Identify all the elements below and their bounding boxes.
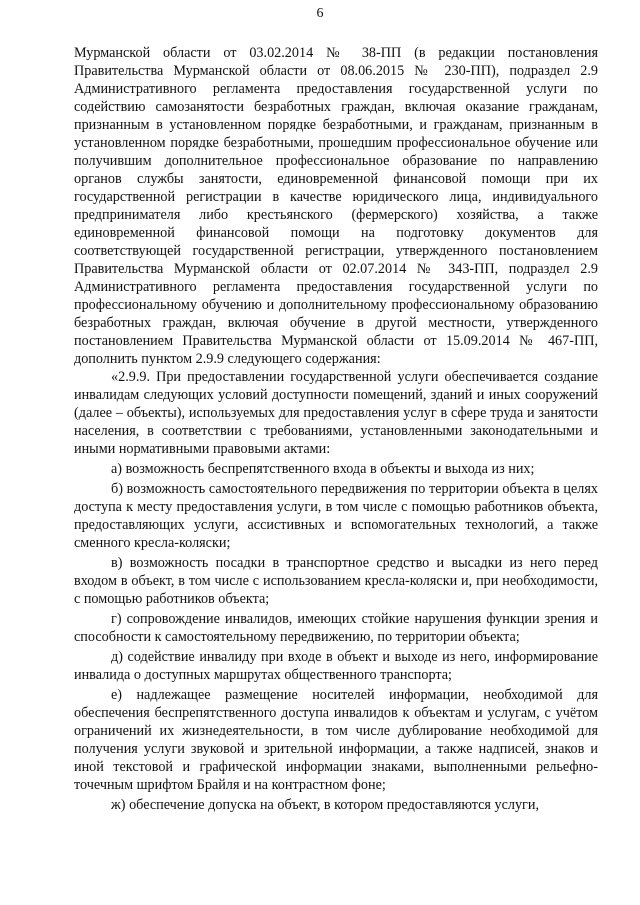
- list-item-zh: ж) обеспечение допуска на объект, в котором предоставляются услуги,: [111, 797, 540, 813]
- list-item-g: г) сопровождение инвалидов, имеющих стойкие нарушения функции зрения и способности к самостоятельному передвижению, по территории объекта;: [74, 611, 598, 645]
- page-number: 6: [316, 6, 324, 21]
- list-item-v: в) возможность посадки в транспортное средство и высадки из него перед входом в объект, в том числе с использованием кресла-коляски и, при необходимости, с помощью работников объекта;: [74, 555, 598, 607]
- lead-paragraph: Мурманской области от 03.02.2014 № 38-ПП (в редакции постановления Правительства Мурманской области от 08.06.2015 № 230-ПП), подраздел 2.9 Административного регламента предоставления государственной услуги по содействию самозанятости безработных граждан, включая оказание гражданам, признанным в установленном порядке безработными, и гражданам, признанным в установленном порядке безработными, прошедшим профессиональное обучение или получившим дополнительное профессиональное образование по направлению органов службы занятости, единовременной финансовой помощи при их государственной регистрации в качестве юридического лица, индивидуального предпринимателя либо крестьянского (фермерского) хозяйства, а также единовременной финансовой помощи на подготовку документов для соответствующей государственной регистрации, утвержденного постановлением Правительства Мурманской области от 02.07.2014 № 343-ПП, подраздел 2.9 Административного регламента предоставления государственной услуги по профессиональному обучению и дополнительному профессиональному образованию безработных граждан, включая обучение в другой местности, утвержденного постановлением Правительства Мурманской области от 15.09.2014 № 467-ПП, дополнить пунктом 2.9.9 следующего содержания:: [74, 45, 598, 367]
- clause-2-9-9-paragraph: «2.9.9. При предоставлении государственной услуги обеспечивается создание инвалидам следующих условий доступности помещений, зданий и иных сооружений (далее – объекты), используемых для предоставления услуг в сфере труда и занятости населения, в соответствии с требованиями, установленными законодательными и иными нормативными правовыми актами:: [74, 369, 598, 457]
- list-item-e: е) надлежащее размещение носителей информации, необходимой для обеспечения беспрепятственного доступа инвалидов к объектам и услугам, с учётом ограничений их жизнедеятельности, в том числе дублирование необходимой для получения услуги звуковой и зрительной информации, а также надписей, знаков и иной текстовой и графической информации знаками, выполненными рельефно-точечным шрифтом Брайля и на контрастном фоне;: [74, 687, 598, 793]
- list-item-a: а) возможность беспрепятственного входа в объекты и выхода из них;: [111, 461, 535, 477]
- document-body: [74, 44, 598, 814]
- list-item-d: д) содействие инвалиду при входе в объект и выходе из него, информирование инвалида о доступных маршрутах общественного транспорта;: [74, 649, 598, 683]
- list-item-b: б) возможность самостоятельного передвижения по территории объекта в целях доступа к месту предоставления услуги, в том числе с помощью работников объекта, предоставляющих услуги, ассистивных и вспомогательных технологий, а также сменного кресла-коляски;: [74, 481, 598, 551]
